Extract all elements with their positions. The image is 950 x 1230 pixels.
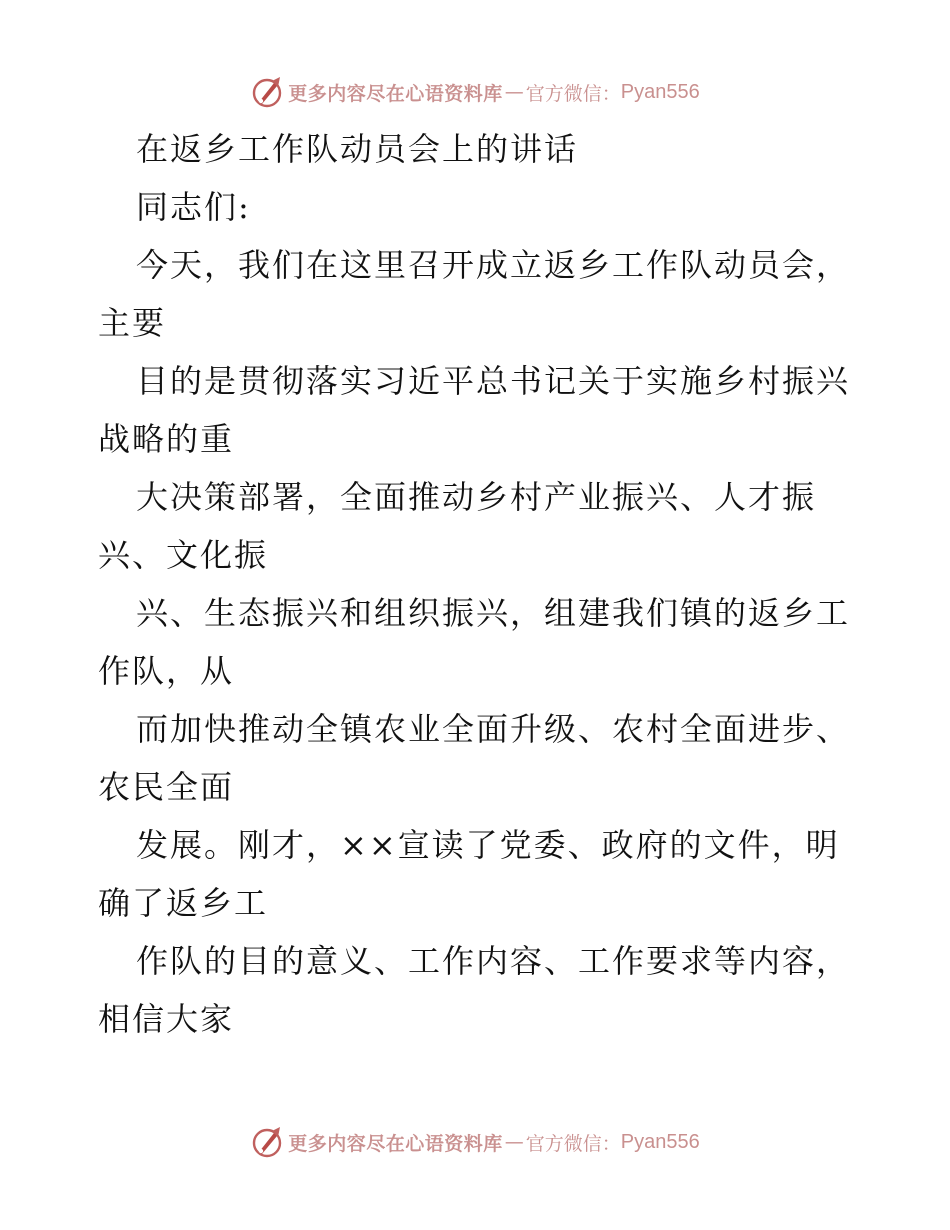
text-line: 今天，我们在这里召开成立返乡工作队动员会， <box>136 246 851 284</box>
text-line: 战略的重 <box>98 420 235 458</box>
wechat-id: Pyan556 <box>620 1130 700 1153</box>
quill-pen-icon <box>250 1125 284 1159</box>
banner-separator: — <box>504 1131 524 1153</box>
text-line: 确了返乡工 <box>98 884 269 922</box>
document-body <box>98 120 868 1048</box>
text-line: 农民全面 <box>98 768 235 806</box>
text-line: 兴、文化振 <box>98 536 269 574</box>
salutation: 同志们: <box>136 188 251 226</box>
text-line: 相信大家 <box>98 1000 235 1038</box>
banner-separator: — <box>504 81 524 103</box>
text-line: 发展。刚才，××宣读了党委、政府的文件，明 <box>136 826 840 864</box>
wechat-id: Pyan556 <box>620 80 700 103</box>
document-title: 在返乡工作队动员会上的讲话 <box>136 130 579 168</box>
header-banner <box>0 72 950 112</box>
text-line: 主要 <box>98 304 167 342</box>
text-line: 而加快推动全镇农业全面升级、农村全面进步、 <box>136 710 851 748</box>
text-line: 目的是贯彻落实习近平总书记关于实施乡村振兴 <box>136 362 851 400</box>
banner-text: 更多内容尽在心语资料库 <box>288 82 503 105</box>
footer-banner <box>0 1122 950 1162</box>
text-line: 大决策部署，全面推动乡村产业振兴、人才振 <box>136 478 817 516</box>
quill-pen-icon <box>250 75 284 109</box>
text-line: 兴、生态振兴和组织振兴，组建我们镇的返乡工 <box>136 594 851 632</box>
banner-text: 更多内容尽在心语资料库 <box>288 1132 503 1155</box>
text-line: 作队，从 <box>98 652 235 690</box>
text-line: 作队的目的意义、工作内容、工作要求等内容， <box>136 942 851 980</box>
wechat-label: 官方微信： <box>525 1132 621 1155</box>
wechat-label: 官方微信： <box>525 82 621 105</box>
